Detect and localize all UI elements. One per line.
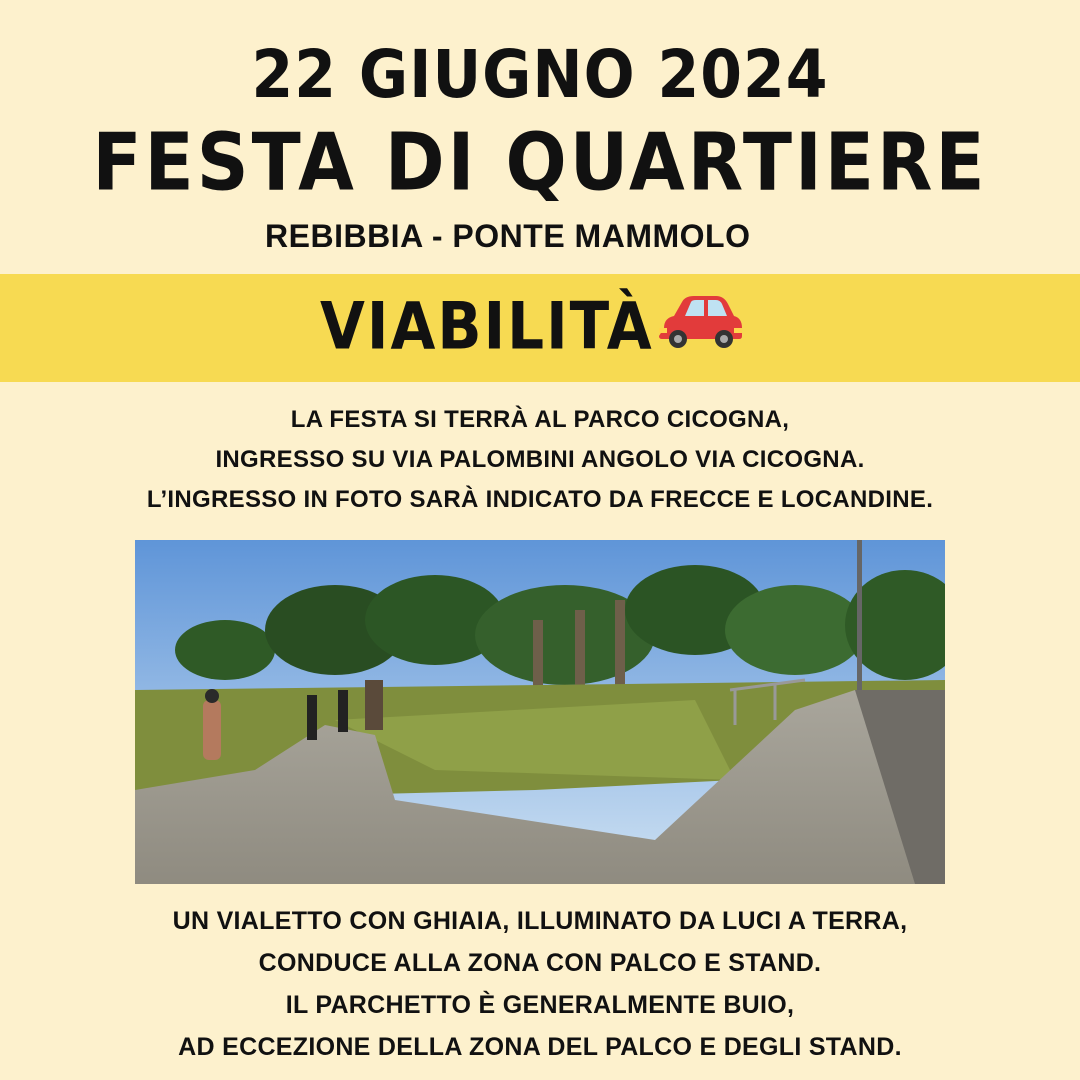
details-text xyxy=(0,900,1080,1068)
section-title: VIABILITÀ xyxy=(320,287,654,365)
details-line: UN VIALETTO CON GHIAIA, ILLUMINATO DA LUCI A TERRA, xyxy=(172,907,908,935)
event-title: FESTA DI QUARTIERE xyxy=(92,115,988,209)
details-line: CONDUCE ALLA ZONA CON PALCO E STAND. xyxy=(258,949,822,977)
intro-line: LA FESTA SI TERRÀ AL PARCO CICOGNA, xyxy=(290,406,790,433)
intro-line: INGRESSO SU VIA PALOMBINI ANGOLO VIA CICOGNA. xyxy=(215,446,865,473)
intro-line: L’INGRESSO IN FOTO SARÀ INDICATO DA FRECCE E LOCANDINE. xyxy=(146,486,934,513)
event-date: 22 GIUGNO 2024 xyxy=(251,36,829,114)
details-line: AD ECCEZIONE DELLA ZONA DEL PALCO E DEGLI STAND. xyxy=(178,1033,902,1061)
details-line: IL PARCHETTO È GENERALMENTE BUIO, xyxy=(285,991,795,1019)
car-icon xyxy=(654,292,746,350)
event-location: REBIBBIA - PONTE MAMMOLO xyxy=(265,218,751,254)
intro-text xyxy=(0,400,1080,520)
park-entrance-photo xyxy=(135,540,945,884)
